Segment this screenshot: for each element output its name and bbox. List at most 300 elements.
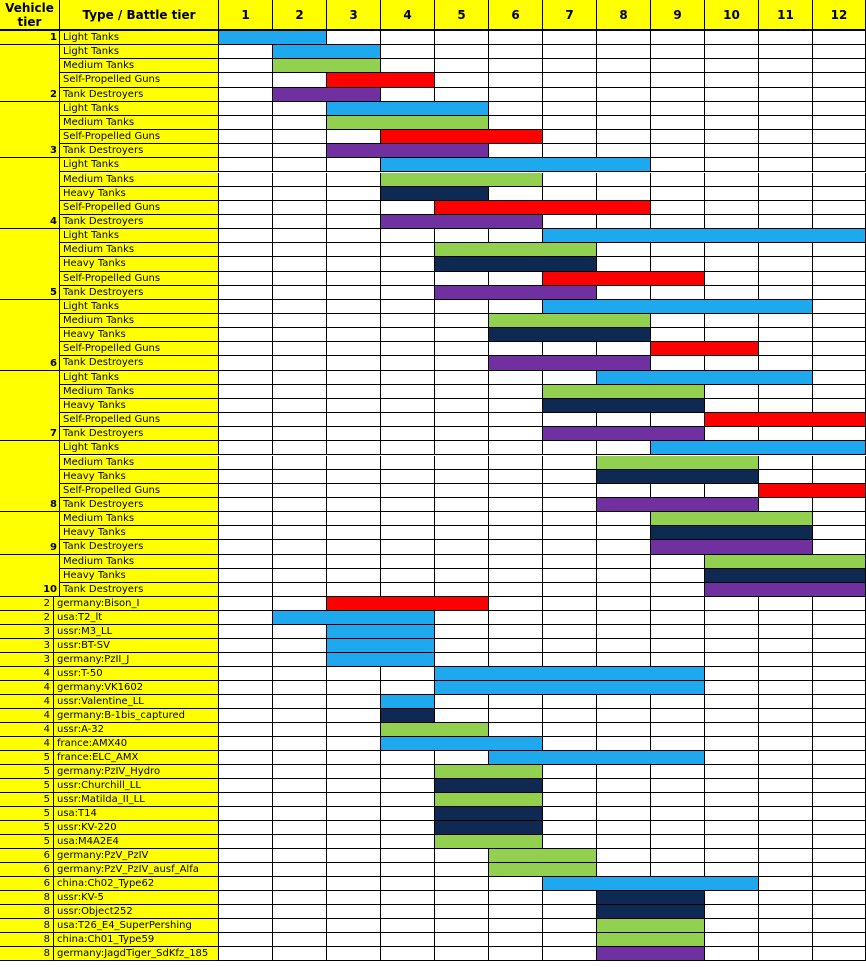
tier-4-row-3-cell-9 bbox=[651, 201, 705, 215]
tier-1-row-0-cell-11 bbox=[759, 31, 813, 45]
tier-3-row-3-cell-2 bbox=[273, 144, 327, 158]
tier-4-battle-bar bbox=[435, 201, 651, 215]
tier-10-row-0-cell-8 bbox=[597, 555, 651, 569]
vehicle-row-2-cell-6 bbox=[489, 625, 543, 639]
tier-number: 10 bbox=[43, 583, 57, 595]
vehicle-tier: 5 bbox=[0, 821, 54, 835]
tier-7-battle-bar bbox=[597, 371, 813, 385]
tier-3-row-0-cell-11 bbox=[759, 102, 813, 116]
tier-6-row-1-cell-11 bbox=[759, 314, 813, 328]
tier-2-row-1-cell-12 bbox=[813, 59, 866, 73]
vehicle-row-9-cell-8 bbox=[597, 723, 651, 737]
vehicle-row-1-cell-6 bbox=[489, 611, 543, 625]
type-label: Heavy Tanks bbox=[60, 257, 219, 271]
tier-10-battle-bar bbox=[705, 583, 866, 597]
vehicle-row-18-cell-11 bbox=[759, 849, 813, 863]
vehicle-row-17-cell-1 bbox=[219, 835, 273, 849]
tier-7-row-4-cell-5 bbox=[435, 427, 489, 441]
tier-9-row-0-cell-5 bbox=[435, 512, 489, 526]
type-battle-tier-header: Type / Battle tier bbox=[60, 0, 219, 31]
tier-3-row-3-cell-9 bbox=[651, 144, 705, 158]
vehicle-battle-bar bbox=[597, 891, 705, 905]
vehicle-row-9-cell-6 bbox=[489, 723, 543, 737]
tier-2-row-3-cell-1 bbox=[219, 88, 273, 102]
battle-tier-header-11: 11 bbox=[759, 0, 813, 31]
battle-tier-header-3: 3 bbox=[327, 0, 381, 31]
vehicle-row-25-cell-4 bbox=[381, 947, 435, 961]
vehicle-name: germany:B-1bis_captured bbox=[54, 709, 219, 723]
tier-1-row-0-cell-8 bbox=[597, 31, 651, 45]
tier-3-row-1-cell-1 bbox=[219, 116, 273, 130]
tier-9-row-1-cell-3 bbox=[327, 526, 381, 540]
tier-4-battle-bar bbox=[381, 215, 543, 229]
vehicle-row-4-cell-8 bbox=[597, 653, 651, 667]
tier-6-row-1-cell-10 bbox=[705, 314, 759, 328]
vehicle-row-24-cell-1 bbox=[219, 933, 273, 947]
tier-5-row-0-cell-6 bbox=[489, 229, 543, 243]
tier-9-row-2-cell-4 bbox=[381, 540, 435, 554]
tier-4-row-2-cell-12 bbox=[813, 187, 866, 201]
vehicle-row-2-cell-9 bbox=[651, 625, 705, 639]
vehicle-row-4-cell-2 bbox=[273, 653, 327, 667]
vehicle-row-18-cell-8 bbox=[597, 849, 651, 863]
tier-10-row-0-cell-9 bbox=[651, 555, 705, 569]
tier-5-row-3-cell-1 bbox=[219, 272, 273, 286]
vehicle-battle-bar bbox=[327, 653, 435, 667]
tier-5-row-1-cell-1 bbox=[219, 243, 273, 257]
vehicle-tier: 6 bbox=[0, 877, 54, 891]
tier-5-row-3-cell-3 bbox=[327, 272, 381, 286]
vehicle-row-16-cell-8 bbox=[597, 821, 651, 835]
tier-8-row-4-cell-5 bbox=[435, 498, 489, 512]
vehicle-row-24-cell-5 bbox=[435, 933, 489, 947]
tier-6-row-1-cell-2 bbox=[273, 314, 327, 328]
tier-10-row-2-cell-1 bbox=[219, 583, 273, 597]
vehicle-row-8-cell-11 bbox=[759, 709, 813, 723]
tier-4-row-2-cell-9 bbox=[651, 187, 705, 201]
tier-3-battle-bar bbox=[327, 116, 489, 130]
vehicle-tier-header: Vehicle tier bbox=[0, 0, 60, 31]
type-label: Heavy Tanks bbox=[60, 470, 219, 484]
tier-6-battle-bar bbox=[543, 300, 813, 314]
tier-10-row-0-cell-6 bbox=[489, 555, 543, 569]
type-label: Medium Tanks bbox=[60, 456, 219, 470]
vehicle-row-18-cell-1 bbox=[219, 849, 273, 863]
tier-7-row-3-cell-2 bbox=[273, 413, 327, 427]
tier-4-row-0-cell-1 bbox=[219, 158, 273, 172]
tier-10-row-1-cell-2 bbox=[273, 569, 327, 583]
type-label: Tank Destroyers bbox=[60, 144, 219, 158]
tier-9-row-1-cell-7 bbox=[543, 526, 597, 540]
vehicle-row-10-cell-9 bbox=[651, 737, 705, 751]
tier-7-row-4-cell-2 bbox=[273, 427, 327, 441]
tier-5-row-4-cell-10 bbox=[705, 286, 759, 300]
tier-7-row-1-cell-12 bbox=[813, 385, 866, 399]
tier-2-row-1-cell-6 bbox=[489, 59, 543, 73]
tier-9-row-2-cell-8 bbox=[597, 540, 651, 554]
type-label: Tank Destroyers bbox=[60, 215, 219, 229]
tier-6-row-3-cell-11 bbox=[759, 342, 813, 356]
vehicle-row-2-cell-1 bbox=[219, 625, 273, 639]
vehicle-row-12-cell-8 bbox=[597, 765, 651, 779]
vehicle-row-8-cell-7 bbox=[543, 709, 597, 723]
type-label: Tank Destroyers bbox=[60, 583, 219, 597]
vehicle-tier: 4 bbox=[0, 681, 54, 695]
tier-5-row-1-cell-2 bbox=[273, 243, 327, 257]
tier-10-row-0-cell-4 bbox=[381, 555, 435, 569]
battle-tier-header-6: 6 bbox=[489, 0, 543, 31]
tier-4-row-2-cell-7 bbox=[543, 187, 597, 201]
tier-2-row-1-cell-9 bbox=[651, 59, 705, 73]
type-label: Self-Propelled Guns bbox=[60, 201, 219, 215]
tier-2-battle-bar bbox=[273, 88, 381, 102]
vehicle-row-25-cell-7 bbox=[543, 947, 597, 961]
tier-10-row-1-cell-6 bbox=[489, 569, 543, 583]
vehicle-row-7-cell-10 bbox=[705, 695, 759, 709]
vehicle-row-25-cell-1 bbox=[219, 947, 273, 961]
tier-5-row-2-cell-2 bbox=[273, 257, 327, 271]
tier-9-row-0-cell-6 bbox=[489, 512, 543, 526]
tier-10-battle-bar bbox=[705, 569, 866, 583]
tier-8-row-2-cell-5 bbox=[435, 470, 489, 484]
tier-5-row-2-cell-1 bbox=[219, 257, 273, 271]
vehicle-battle-bar bbox=[381, 709, 435, 723]
vehicle-row-7-cell-2 bbox=[273, 695, 327, 709]
vehicle-row-4-cell-9 bbox=[651, 653, 705, 667]
tier-7-battle-bar bbox=[543, 385, 705, 399]
tier-3-row-2-cell-12 bbox=[813, 130, 866, 144]
tier-7-row-2-cell-2 bbox=[273, 399, 327, 413]
tier-5-row-4-cell-12 bbox=[813, 286, 866, 300]
tier-3-row-3-cell-6 bbox=[489, 144, 543, 158]
vehicle-battle-bar bbox=[327, 639, 435, 653]
tier-8-battle-bar bbox=[597, 456, 759, 470]
tier-5-row-0-cell-1 bbox=[219, 229, 273, 243]
vehicle-row-22-cell-2 bbox=[273, 905, 327, 919]
tier-6-row-0-cell-12 bbox=[813, 300, 866, 314]
tier-2-row-0-cell-8 bbox=[597, 45, 651, 59]
vehicle-row-23-cell-1 bbox=[219, 919, 273, 933]
vehicle-row-19-cell-5 bbox=[435, 863, 489, 877]
tier-7-row-0-cell-4 bbox=[381, 371, 435, 385]
type-label: Medium Tanks bbox=[60, 116, 219, 130]
vehicle-row-17-cell-8 bbox=[597, 835, 651, 849]
tier-5-row-2-cell-9 bbox=[651, 257, 705, 271]
tier-7-row-0-cell-5 bbox=[435, 371, 489, 385]
tier-6-row-2-cell-4 bbox=[381, 328, 435, 342]
tier-3-row-1-cell-8 bbox=[597, 116, 651, 130]
type-label: Light Tanks bbox=[60, 158, 219, 172]
vehicle-battle-bar bbox=[489, 751, 705, 765]
type-label: Light Tanks bbox=[60, 441, 219, 455]
vehicle-row-24-cell-2 bbox=[273, 933, 327, 947]
tier-9-battle-bar bbox=[651, 526, 813, 540]
tier-8-row-3-cell-7 bbox=[543, 484, 597, 498]
tier-9-row-2-cell-3 bbox=[327, 540, 381, 554]
vehicle-row-10-cell-2 bbox=[273, 737, 327, 751]
tier-2-battle-bar bbox=[273, 45, 381, 59]
tier-10-row-1-cell-5 bbox=[435, 569, 489, 583]
type-label: Tank Destroyers bbox=[60, 88, 219, 102]
vehicle-row-23-cell-10 bbox=[705, 919, 759, 933]
vehicle-row-21-cell-3 bbox=[327, 891, 381, 905]
tier-1-row-0-cell-5 bbox=[435, 31, 489, 45]
battle-tier-header-1: 1 bbox=[219, 0, 273, 31]
vehicle-battle-bar bbox=[543, 877, 759, 891]
vehicle-row-25-cell-11 bbox=[759, 947, 813, 961]
tier-4-row-0-cell-11 bbox=[759, 158, 813, 172]
battle-tier-header-7: 7 bbox=[543, 0, 597, 31]
tier-2-row-2-cell-2 bbox=[273, 73, 327, 87]
vehicle-row-22-cell-4 bbox=[381, 905, 435, 919]
vehicle-row-7-cell-7 bbox=[543, 695, 597, 709]
type-label: Light Tanks bbox=[60, 31, 219, 45]
vehicle-tier: 5 bbox=[0, 751, 54, 765]
tier-group-3 bbox=[0, 102, 60, 159]
tier-3-row-1-cell-10 bbox=[705, 116, 759, 130]
vehicle-tier: 4 bbox=[0, 723, 54, 737]
tier-6-row-3-cell-4 bbox=[381, 342, 435, 356]
vehicle-row-3-cell-7 bbox=[543, 639, 597, 653]
tier-8-battle-bar bbox=[597, 498, 759, 512]
tier-7-battle-bar bbox=[705, 413, 866, 427]
tier-10-row-1-cell-4 bbox=[381, 569, 435, 583]
vehicle-name: ussr:Matilda_II_LL bbox=[54, 793, 219, 807]
tier-10-row-2-cell-7 bbox=[543, 583, 597, 597]
vehicle-name: ussr:Object252 bbox=[54, 905, 219, 919]
vehicle-row-14-cell-4 bbox=[381, 793, 435, 807]
tier-5-row-4-cell-4 bbox=[381, 286, 435, 300]
tier-9-row-1-cell-8 bbox=[597, 526, 651, 540]
tier-5-row-4-cell-8 bbox=[597, 286, 651, 300]
vehicle-row-12-cell-1 bbox=[219, 765, 273, 779]
vehicle-row-12-cell-9 bbox=[651, 765, 705, 779]
tier-10-row-0-cell-5 bbox=[435, 555, 489, 569]
vehicle-battle-bar bbox=[597, 947, 705, 961]
vehicle-row-6-cell-4 bbox=[381, 681, 435, 695]
tier-3-row-0-cell-8 bbox=[597, 102, 651, 116]
vehicle-row-11-cell-1 bbox=[219, 751, 273, 765]
vehicle-row-2-cell-12 bbox=[813, 625, 866, 639]
tier-6-battle-bar bbox=[651, 342, 759, 356]
vehicle-tier: 8 bbox=[0, 947, 54, 961]
vehicle-row-16-cell-10 bbox=[705, 821, 759, 835]
tier-8-row-3-cell-1 bbox=[219, 484, 273, 498]
tier-3-row-2-cell-11 bbox=[759, 130, 813, 144]
type-label: Medium Tanks bbox=[60, 385, 219, 399]
tier-8-row-0-cell-4 bbox=[381, 441, 435, 455]
tier-6-row-0-cell-1 bbox=[219, 300, 273, 314]
tier-5-row-2-cell-4 bbox=[381, 257, 435, 271]
vehicle-row-18-cell-5 bbox=[435, 849, 489, 863]
tier-6-row-2-cell-3 bbox=[327, 328, 381, 342]
type-label: Light Tanks bbox=[60, 300, 219, 314]
tier-group-5 bbox=[0, 229, 60, 300]
vehicle-battle-bar bbox=[435, 835, 543, 849]
vehicle-row-14-cell-9 bbox=[651, 793, 705, 807]
tier-8-row-1-cell-4 bbox=[381, 456, 435, 470]
vehicle-row-10-cell-11 bbox=[759, 737, 813, 751]
tier-3-row-0-cell-2 bbox=[273, 102, 327, 116]
tier-2-row-1-cell-7 bbox=[543, 59, 597, 73]
vehicle-tier: 5 bbox=[0, 835, 54, 849]
tier-4-row-0-cell-3 bbox=[327, 158, 381, 172]
tier-1-row-0-cell-12 bbox=[813, 31, 866, 45]
vehicle-row-16-cell-9 bbox=[651, 821, 705, 835]
tier-group-2 bbox=[0, 45, 60, 102]
vehicle-battle-bar bbox=[435, 667, 705, 681]
tier-4-row-1-cell-2 bbox=[273, 173, 327, 187]
tier-6-row-1-cell-9 bbox=[651, 314, 705, 328]
tier-8-row-3-cell-3 bbox=[327, 484, 381, 498]
vehicle-row-9-cell-2 bbox=[273, 723, 327, 737]
vehicle-row-10-cell-3 bbox=[327, 737, 381, 751]
tier-9-row-1-cell-6 bbox=[489, 526, 543, 540]
tier-4-row-4-cell-8 bbox=[597, 215, 651, 229]
vehicle-row-14-cell-11 bbox=[759, 793, 813, 807]
tier-9-row-0-cell-2 bbox=[273, 512, 327, 526]
tier-8-row-4-cell-3 bbox=[327, 498, 381, 512]
tier-5-row-1-cell-3 bbox=[327, 243, 381, 257]
vehicle-row-18-cell-12 bbox=[813, 849, 866, 863]
vehicle-row-9-cell-10 bbox=[705, 723, 759, 737]
tier-2-row-0-cell-9 bbox=[651, 45, 705, 59]
tier-8-row-2-cell-2 bbox=[273, 470, 327, 484]
tier-10-row-2-cell-3 bbox=[327, 583, 381, 597]
vehicle-row-13-cell-12 bbox=[813, 779, 866, 793]
tier-1-row-0-cell-4 bbox=[381, 31, 435, 45]
vehicle-row-5-cell-12 bbox=[813, 667, 866, 681]
type-label: Tank Destroyers bbox=[60, 286, 219, 300]
vehicle-row-19-cell-11 bbox=[759, 863, 813, 877]
vehicle-row-21-cell-11 bbox=[759, 891, 813, 905]
tier-10-row-2-cell-4 bbox=[381, 583, 435, 597]
vehicle-battle-bar bbox=[489, 849, 597, 863]
tier-2-row-2-cell-12 bbox=[813, 73, 866, 87]
vehicle-row-12-cell-4 bbox=[381, 765, 435, 779]
tier-6-row-0-cell-6 bbox=[489, 300, 543, 314]
vehicle-row-4-cell-1 bbox=[219, 653, 273, 667]
vehicle-row-4-cell-5 bbox=[435, 653, 489, 667]
vehicle-row-20-cell-11 bbox=[759, 877, 813, 891]
tier-4-row-2-cell-10 bbox=[705, 187, 759, 201]
tier-4-row-3-cell-11 bbox=[759, 201, 813, 215]
vehicle-row-21-cell-2 bbox=[273, 891, 327, 905]
tier-2-row-3-cell-12 bbox=[813, 88, 866, 102]
vehicle-row-22-cell-6 bbox=[489, 905, 543, 919]
vehicle-row-0-cell-10 bbox=[705, 597, 759, 611]
vehicle-row-13-cell-1 bbox=[219, 779, 273, 793]
vehicle-name: france:AMX40 bbox=[54, 737, 219, 751]
vehicle-row-7-cell-1 bbox=[219, 695, 273, 709]
tier-group-10 bbox=[0, 555, 60, 597]
tier-6-row-4-cell-12 bbox=[813, 356, 866, 370]
vehicle-row-19-cell-8 bbox=[597, 863, 651, 877]
vehicle-row-3-cell-5 bbox=[435, 639, 489, 653]
tier-5-row-3-cell-10 bbox=[705, 272, 759, 286]
tier-5-row-4-cell-1 bbox=[219, 286, 273, 300]
vehicle-row-14-cell-7 bbox=[543, 793, 597, 807]
vehicle-row-4-cell-10 bbox=[705, 653, 759, 667]
tier-number: 7 bbox=[50, 428, 57, 440]
vehicle-row-12-cell-10 bbox=[705, 765, 759, 779]
vehicle-row-21-cell-5 bbox=[435, 891, 489, 905]
battle-tier-header-10: 10 bbox=[705, 0, 759, 31]
tier-7-row-1-cell-2 bbox=[273, 385, 327, 399]
tier-1-row-0-cell-6 bbox=[489, 31, 543, 45]
vehicle-row-10-cell-1 bbox=[219, 737, 273, 751]
vehicle-row-22-cell-10 bbox=[705, 905, 759, 919]
tier-4-row-1-cell-12 bbox=[813, 173, 866, 187]
tier-3-row-0-cell-12 bbox=[813, 102, 866, 116]
type-label: Medium Tanks bbox=[60, 59, 219, 73]
tier-7-row-2-cell-6 bbox=[489, 399, 543, 413]
tier-2-row-0-cell-7 bbox=[543, 45, 597, 59]
tier-number: 1 bbox=[50, 32, 57, 44]
vehicle-row-14-cell-8 bbox=[597, 793, 651, 807]
vehicle-row-9-cell-3 bbox=[327, 723, 381, 737]
tier-2-row-3-cell-9 bbox=[651, 88, 705, 102]
tier-3-row-0-cell-1 bbox=[219, 102, 273, 116]
vehicle-battle-bar bbox=[435, 821, 543, 835]
tier-4-row-4-cell-2 bbox=[273, 215, 327, 229]
tier-4-row-1-cell-8 bbox=[597, 173, 651, 187]
vehicle-battle-bar bbox=[435, 807, 543, 821]
vehicle-row-2-cell-11 bbox=[759, 625, 813, 639]
tier-4-battle-bar bbox=[381, 158, 651, 172]
tier-9-row-1-cell-4 bbox=[381, 526, 435, 540]
vehicle-tier: 6 bbox=[0, 849, 54, 863]
vehicle-tier: 5 bbox=[0, 793, 54, 807]
vehicle-row-1-cell-7 bbox=[543, 611, 597, 625]
tier-3-row-3-cell-7 bbox=[543, 144, 597, 158]
tier-3-row-2-cell-7 bbox=[543, 130, 597, 144]
vehicle-name: usa:T26_E4_SuperPershing bbox=[54, 919, 219, 933]
tier-10-row-0-cell-3 bbox=[327, 555, 381, 569]
tier-8-row-0-cell-2 bbox=[273, 441, 327, 455]
tier-7-row-3-cell-4 bbox=[381, 413, 435, 427]
vehicle-row-12-cell-3 bbox=[327, 765, 381, 779]
vehicle-row-15-cell-2 bbox=[273, 807, 327, 821]
tier-2-row-3-cell-11 bbox=[759, 88, 813, 102]
battle-tier-header-2: 2 bbox=[273, 0, 327, 31]
tier-7-row-1-cell-6 bbox=[489, 385, 543, 399]
tier-3-row-0-cell-6 bbox=[489, 102, 543, 116]
tier-7-row-4-cell-10 bbox=[705, 427, 759, 441]
tier-2-row-2-cell-1 bbox=[219, 73, 273, 87]
vehicle-row-6-cell-1 bbox=[219, 681, 273, 695]
vehicle-row-3-cell-1 bbox=[219, 639, 273, 653]
tier-4-row-4-cell-7 bbox=[543, 215, 597, 229]
vehicle-row-7-cell-6 bbox=[489, 695, 543, 709]
tier-6-row-4-cell-5 bbox=[435, 356, 489, 370]
tier-3-row-2-cell-1 bbox=[219, 130, 273, 144]
tier-3-row-0-cell-9 bbox=[651, 102, 705, 116]
vehicle-row-12-cell-2 bbox=[273, 765, 327, 779]
tier-6-row-3-cell-1 bbox=[219, 342, 273, 356]
vehicle-tier: 8 bbox=[0, 933, 54, 947]
tier-10-row-0-cell-2 bbox=[273, 555, 327, 569]
tier-3-row-1-cell-11 bbox=[759, 116, 813, 130]
battle-tier-header-12: 12 bbox=[813, 0, 866, 31]
vehicle-row-16-cell-11 bbox=[759, 821, 813, 835]
tier-10-row-1-cell-8 bbox=[597, 569, 651, 583]
vehicle-row-8-cell-6 bbox=[489, 709, 543, 723]
tier-4-row-4-cell-9 bbox=[651, 215, 705, 229]
tier-5-row-3-cell-11 bbox=[759, 272, 813, 286]
vehicle-row-19-cell-1 bbox=[219, 863, 273, 877]
vehicle-row-24-cell-10 bbox=[705, 933, 759, 947]
